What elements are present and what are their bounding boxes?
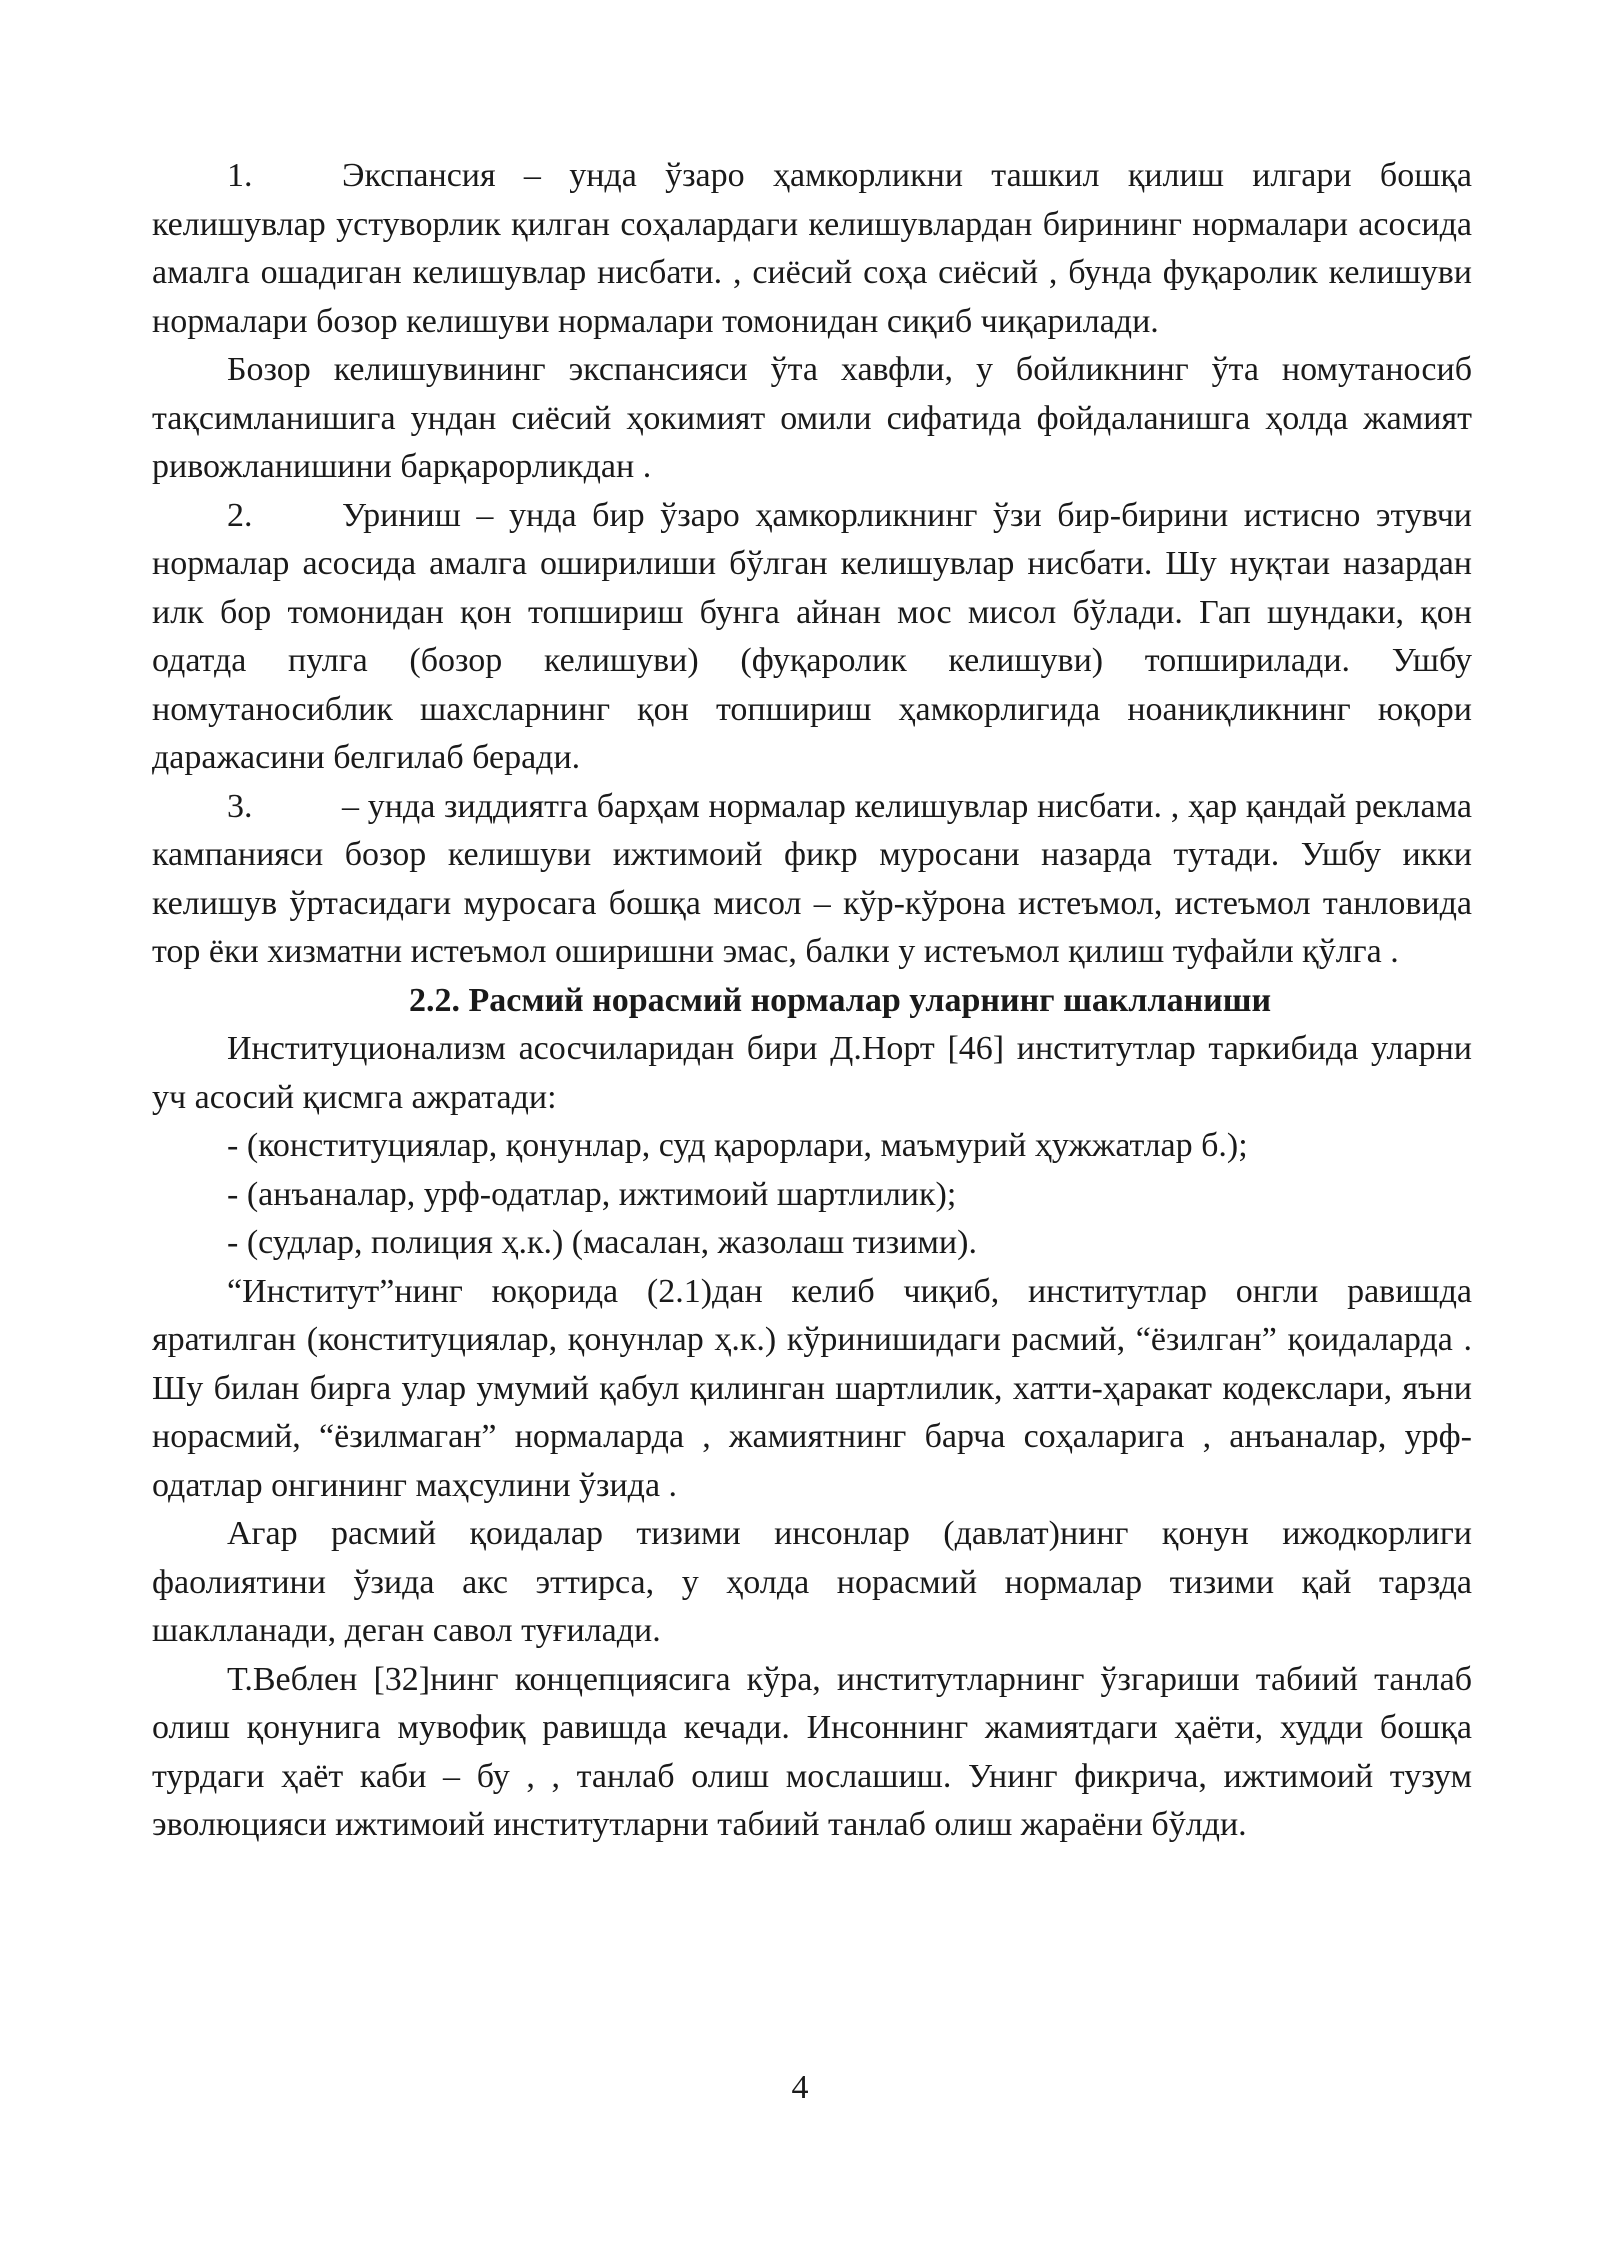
bullet-item: - (конституциялар, қонунлар, суд қарорлари, маъмурий ҳужжатлар б.); xyxy=(227,1127,1248,1164)
paragraph-text: Уриниш – унда бир ўзаро ҳамкорликнинг ўзи бир-бирини истисно этувчи нормалар асосида амалга оширилиши бўлган келишувлар нисбати. Шу нуқтаи назардан илк бор томонидан қон топшириш бунга айнан мос мисол бўлади. Гап шундаки, қон одатда пулга (бозор келишуви) (фуқаролик келишуви) топширилади. Ушбу номутаносиблик шахсларнинг қон топшириш ҳамкорлигида ноаниқликнинг юқори даражасини белгилаб беради. xyxy=(152,496,1472,776)
document-page xyxy=(152,152,1472,1850)
paragraph-conflict xyxy=(152,492,1472,783)
bullet-item: - (анъаналар, урф-одатлар, ижтимоий шартлилик); xyxy=(227,1175,957,1213)
section-heading: 2.2. Расмий норасмий нормалар уларнинг шаклланиши xyxy=(408,981,1272,1019)
list-number: 1. xyxy=(227,157,253,194)
page-number: 4 xyxy=(791,2069,809,2106)
list-number: 3. xyxy=(227,787,253,825)
paragraph-text: Экспансия – унда ўзаро ҳамкорликни ташкил қилиш илгари бошқа келишувлар устуворлик қилган соҳалардаги келишувлардан бирининг нормалари асосида амалга ошадиган келишувлар нисбати. , сиёсий соҳа сиёсий , бунда фуқаролик келишуви нормалари бозор келишуви нормалари томонидан сиқиб чиқарилади. xyxy=(152,157,1472,340)
paragraph-veblen: Т.Веблен [32]нинг концепциясига кўра, институтларнинг ўзгариши табиий танлаб олиш қонунига мувофиқ равишда кечади. Инсоннинг жамиятдаги ҳаёти, худди бошқа турдаги ҳаёт каби – бу , , танлаб олиш мослашиш. Унинг фикрича, ижтимоий тузум эволюцияси ижтимоий институтларни табиий танлаб олиш жараёни бўлди. xyxy=(152,1660,1472,1843)
paragraph-text: – унда зиддиятга барҳам нормалар келишувлар нисбати. , ҳар қандай реклама кампанияси бозор келишуви ижтимоий фикр муросани назарда тутади. Ушбу икки келишув ўртасидаги муросага бошқа мисол – кўр-кўрона истеъмол, истеъмол танловида тор ёки хизматни истеъмол оширишни эмас, балки у истеъмол қилиш туфайли қўлга . xyxy=(152,787,1472,970)
paragraph-expansion xyxy=(152,152,1472,346)
paragraph-north-intro: Институционализм асосчиларидан бири Д.Норт [46] институтлар таркибида уларни уч асосий қисмга ажратади: xyxy=(152,1030,1472,1116)
paragraph-market-expansion: Бозор келишувининг экспансияси ўта хавфли, у бойликнинг ўта номутаносиб тақсимланишига ундан сиёсий ҳокимият омили сифатида фойдаланишга ҳолда жамият ривожланишини барқарорликдан . xyxy=(152,351,1472,485)
paragraph-formal-rules: Агар расмий қоидалар тизими инсонлар (давлат)нинг қонун ижодкорлиги фаолиятини ўзида акс эттирса, у ҳолда норасмий нормалар тизими қай тарзда шаклланади, деган савол туғилади. xyxy=(152,1515,1472,1649)
list-number: 2. xyxy=(227,496,253,534)
bullet-item: - (судлар, полиция ҳ.к.) (масалан, жазолаш тизими). xyxy=(227,1224,977,1261)
paragraph-compromise xyxy=(152,783,1472,977)
paragraph-institution-definition: “Институт”нинг юқорида (2.1)дан келиб чиқиб, институтлар онгли равишда яратилган (конституциялар, қонунлар ҳ.к.) кўринишидаги расмий, “ёзилган” қоидаларда . Шу билан бирга улар умумий қабул қилинган шартлилик, хатти-ҳаракат кодекслари, яъни норасмий, “ёзилмаган” нормаларда , жамиятнинг барча соҳаларига , анъаналар, урф-одатлар онгининг маҳсулини ўзида . xyxy=(152,1272,1472,1504)
